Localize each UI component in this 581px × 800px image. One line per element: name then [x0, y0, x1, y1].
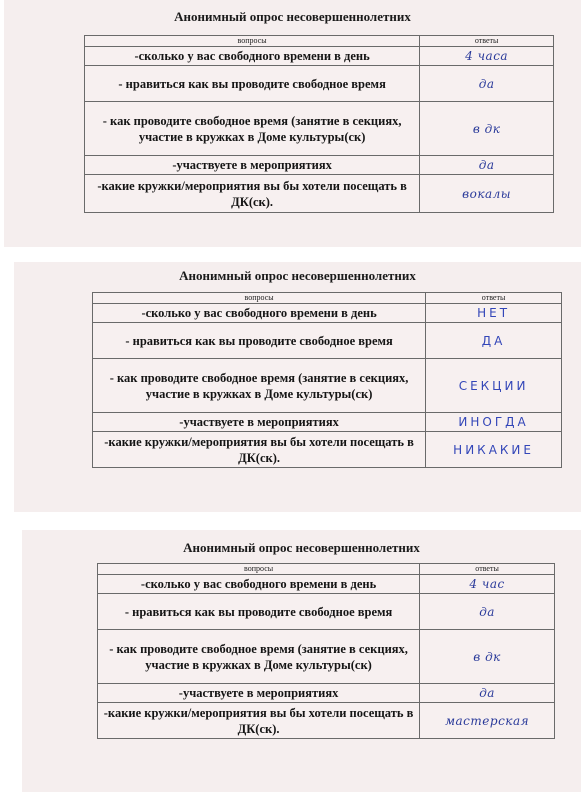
answer-cell: [420, 156, 554, 175]
handwritten-answer: ДА: [481, 333, 506, 348]
handwritten-answer: да: [478, 76, 495, 91]
answer-cell: [426, 323, 562, 359]
answer-cell: [420, 175, 554, 213]
question-cell: -сколько у вас свободного времени в день: [98, 575, 420, 594]
question-cell: -участвуете в мероприятиях: [85, 156, 420, 175]
answer-cell: [420, 630, 555, 684]
handwritten-answer: ИНОГДА: [458, 415, 529, 429]
answer-cell: [420, 47, 554, 66]
handwritten-answer: НЕТ: [477, 306, 511, 320]
column-header-questions: вопросы: [98, 564, 420, 575]
question-cell: - нравиться как вы проводите свободное время: [85, 66, 420, 102]
question-cell: -сколько у вас свободного времени в день: [85, 47, 420, 66]
handwritten-answer: вокалы: [462, 186, 512, 201]
survey-title: Анонимный опрос несовершеннолетних: [174, 9, 411, 24]
survey-table: [84, 35, 554, 213]
handwritten-answer: 4 часа: [465, 49, 509, 63]
handwritten-answer: 4 час: [469, 577, 505, 591]
column-header-answers: ответы: [420, 564, 555, 575]
survey-title: Анонимный опрос несовершеннолетних: [183, 540, 420, 555]
survey-sheet-3: [22, 530, 581, 792]
answer-cell: [420, 66, 554, 102]
question-cell: -какие кружки/мероприятия вы бы хотели посещать в ДК(ск).: [85, 175, 420, 213]
question-cell: - нравиться как вы проводите свободное время: [98, 594, 420, 630]
handwritten-answer: да: [479, 686, 495, 700]
question-cell: - как проводите свободное время (занятие в секциях, участие в кружках в Доме культуры(ск): [93, 359, 426, 413]
survey-sheet-2: [14, 262, 581, 512]
answer-cell: [420, 594, 555, 630]
answer-cell: [420, 703, 555, 739]
question-cell: - как проводите свободное время (занятие в секциях, участие в кружках в Доме культуры(ск): [85, 102, 420, 156]
question-cell: -какие кружки/мероприятия вы бы хотели посещать в ДК(ск).: [98, 703, 420, 739]
answer-cell: [426, 304, 562, 323]
column-header-questions: вопросы: [93, 293, 426, 304]
survey-title: Анонимный опрос несовершеннолетних: [179, 268, 416, 283]
survey-table: [97, 563, 555, 739]
answer-cell: [426, 432, 562, 468]
column-header-answers: ответы: [426, 293, 562, 304]
survey-sheet-1: [4, 0, 581, 247]
answer-cell: [420, 102, 554, 156]
answer-cell: [420, 684, 555, 703]
handwritten-answer: НИКАКИЕ: [453, 442, 534, 457]
question-cell: - нравиться как вы проводите свободное время: [93, 323, 426, 359]
handwritten-answer: в дк: [473, 649, 501, 664]
question-cell: - как проводите свободное время (занятие в секциях, участие в кружках в Доме культуры(ск): [98, 630, 420, 684]
handwritten-answer: в дк: [472, 121, 501, 136]
handwritten-answer: да: [478, 158, 495, 172]
column-header-answers: ответы: [420, 36, 554, 47]
answer-cell: [426, 413, 562, 432]
column-header-questions: вопросы: [85, 36, 420, 47]
survey-table: [92, 292, 562, 468]
question-cell: -сколько у вас свободного времени в день: [93, 304, 426, 323]
question-cell: -участвуете в мероприятиях: [93, 413, 426, 432]
question-cell: -какие кружки/мероприятия вы бы хотели посещать в ДК(ск).: [93, 432, 426, 468]
answer-cell: [420, 575, 555, 594]
question-cell: -участвуете в мероприятиях: [98, 684, 420, 703]
handwritten-answer: да: [479, 604, 495, 619]
handwritten-answer: СЕКЦИИ: [458, 378, 529, 393]
answer-cell: [426, 359, 562, 413]
handwritten-answer: мастерская: [445, 713, 530, 728]
